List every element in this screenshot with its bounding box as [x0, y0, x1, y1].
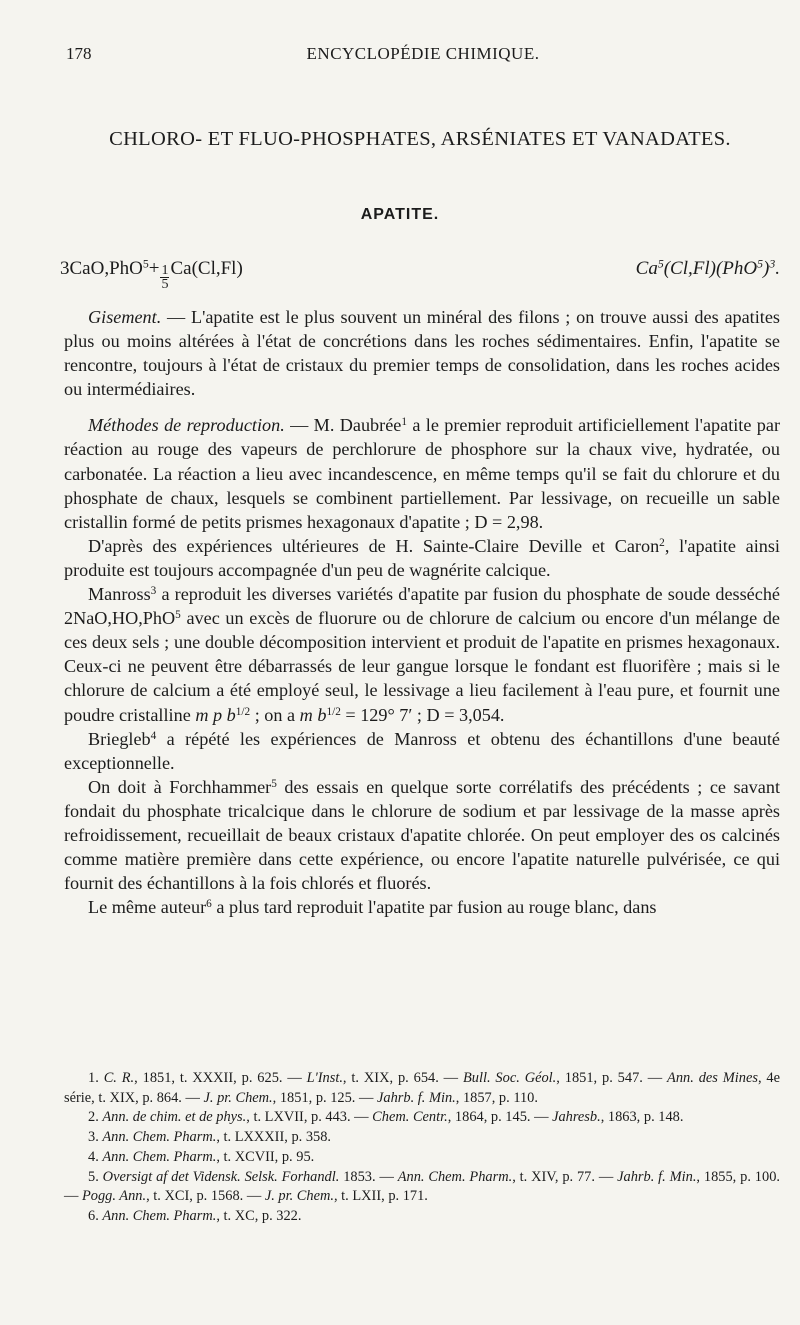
formula-row — [60, 242, 780, 292]
mineral-heading: APATITE. — [360, 206, 440, 223]
footnote-ref: 3 — [150, 584, 157, 597]
oxide-formula: 3CaO,PhO$^5$+ $\frac{1}{5}$ Ca(Cl,Fl) — [60, 257, 243, 292]
fraction: $\frac{1}{5}$ — [161, 263, 169, 292]
section-title: CHLORO- ET FLUO-PHOSPHATES, ARSÉNIATES ET VANADATES. — [109, 128, 731, 150]
footnote-2: 2. Ann. de chim. et de phys., t. LXVII, p. 443. — Chem. Centr., 1864, p. 145. — Jahresb., 1863, p. 148. — [88, 1109, 684, 1126]
footnotes — [64, 1069, 780, 1227]
paragraph-deville: D'après des expériences ultérieures de H. Sainte-Claire Deville et Caron$^2$, l'apatite ainsi produite est toujours accompagnée d'un peu de wagnérite calcique. — [64, 535, 780, 580]
footnote-1: 1. C. R., 1851, t. XXXII, p. 625. — L'Inst., t. XIX, p. 654. — Bull. Soc. Géol., 1851, p. 547. — Ann. des Mines, 4e série, t. XIX, p. 864. — J. pr. Chem., 1851, p. 125. — Jahrb. f. Min., 1857, p. 110. — [64, 1070, 781, 1106]
footnote-ref: 6 — [206, 898, 212, 911]
footnote-ref: 2 — [659, 536, 665, 549]
page-header — [66, 44, 780, 70]
paragraph-gisement: Gisement. — L'apatite est le plus souvent un minéral des filons ; on trouve aussi des apatites plus ou moins altérées à l'état de concrétions dans les roches sédimentaires. Enfin, l'apatite se rencontre, toujours à l'état de cristaux du premier temps de consolidation, dans les roches acides ou intermédiaires. — [64, 307, 780, 400]
paragraph-methodes: Méthodes de reproduction. — M. Daubrée$^1$ a le premier reproduit artificiellement l'apatite par réaction au rouge des vapeurs de perchlorure de phosphore sur la chaux vive, hydratée, ou carbonatée. La réaction a lieu avec incandescence, en même temps qu'il se fait du chlorure et du phosphate de chaux, lesquels se combinent partiellement. Par lessivage, on recueille un sable cristallin formé de petits prismes hexagonaux d'apatite ; D = 2,98. — [64, 415, 781, 532]
footnote-6: 6. Ann. Chem. Pharm., t. XC, p. 322. — [88, 1207, 302, 1224]
paragraph-forchhammer: On doit à Forchhammer$^5$ des essais en quelque sorte corrélatifs des précédents ; ce savant fondait du phosphate tricalcique dans le chlorure de sodium et par lessivage de la masse après refroidissement, recueillait de beaux cristaux d'apatite chlorée. On peut employer des os calcinés comme matière première dans cette expérience, ou encore l'apatite naturelle pulvérisée, ce qui fournit des échantillons à la fois chlorés et fluorés. — [64, 776, 780, 894]
paragraph-manross: Manross$^3$ a reproduit les diverses variétés d'apatite par fusion du phosphate de soude desséché 2NaO,HO,PhO$^5$ avec un excès de fluorure ou de chlorure de calcium ou encore d'un mélange de ces deux sels ; une double décomposition intervient et produit de l'apatite en prismes hexagonaux. Ceux-ci ne peuvent être débarrassés de leur gangue lorsque le fondant est fluorifère ; mais si le chlorure de calcium a été employé seul, le lessivage a lieu facilement à l'eau pure, et fournit une poudre cristalline m p $b^{1/2}$ ; on a m $b^{1/2} = 129^\circ$ 7′ ; D = 3,054. — [64, 584, 780, 725]
footnote-ref: 5 — [271, 777, 277, 790]
footnote-5: 5. Oversigt af det Vidensk. Selsk. Forhandl. 1853. — Ann. Chem. Pharm., t. XIV, p. 77. — Jahrb. f. Min., 1855, p. 100. — Pogg. Ann., t. XCI, p. 1568. — J. pr. Chem., t. LXII, p. 171. — [64, 1168, 780, 1205]
body-text — [64, 305, 780, 919]
paragraph-meme-auteur: Le même auteur$^6$ a plus tard reproduit l'apatite par fusion au rouge blanc, dans — [88, 897, 657, 918]
running-title: ENCYCLOPÉDIE CHIMIQUE. — [306, 44, 540, 63]
paragraph-briegleb: Briegleb$^4$ a répété les expériences de Manross et obtenu des échantillons d'une beauté exceptionnelle. — [64, 728, 780, 773]
page-number: 178 — [66, 44, 92, 63]
footnote-ref: 4 — [150, 729, 157, 742]
footnote-ref: 1 — [401, 416, 407, 429]
footnote-3: 3. Ann. Chem. Pharm., t. LXXXII, p. 358. — [88, 1129, 332, 1146]
footnote-4: 4. Ann. Chem. Pharm., t. XCVII, p. 95. — [88, 1148, 315, 1165]
atomic-formula: $Ca^5(Cl,Fl)(PhO^5)^3$. — [635, 257, 780, 279]
